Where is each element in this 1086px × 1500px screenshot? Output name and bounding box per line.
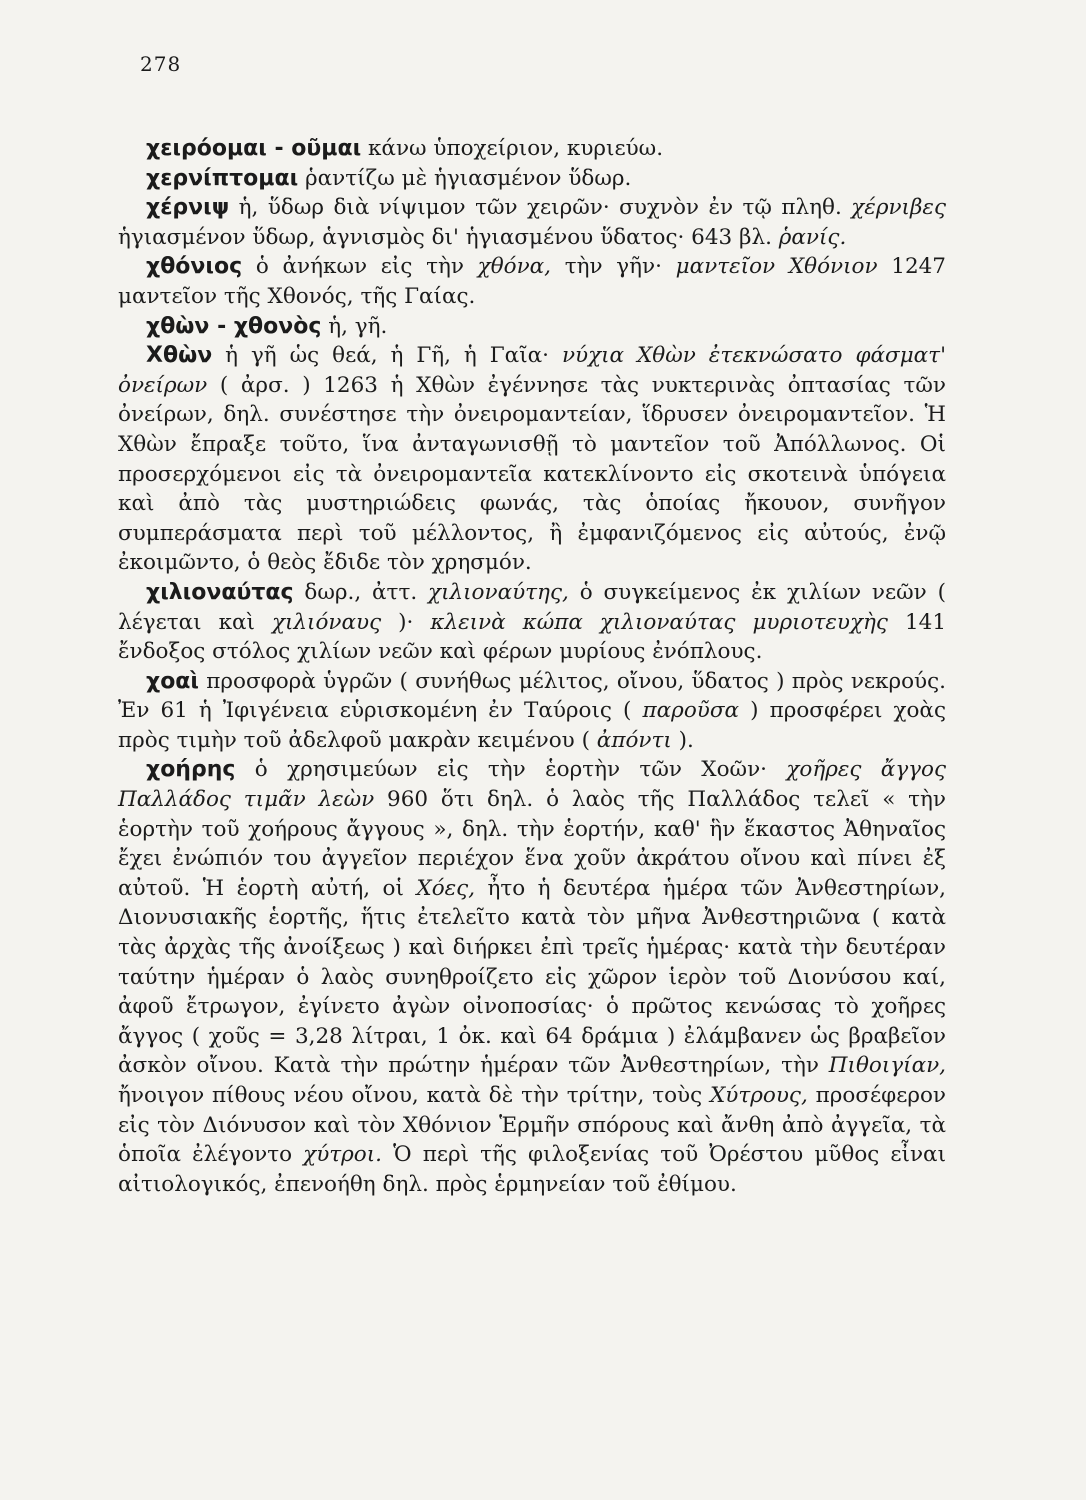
entry-headword: χερνίπτομαι bbox=[146, 165, 299, 191]
dictionary-entry bbox=[118, 578, 946, 667]
entry-text-italic: μαντεῖον Χθόνιον bbox=[675, 254, 878, 280]
dictionary-entry bbox=[118, 134, 946, 164]
entry-list bbox=[118, 134, 946, 1199]
dictionary-entry bbox=[118, 193, 946, 252]
entry-text: ὁ συγκείμενος ἐκ χιλίων νεῶν ( λέγεται καὶ bbox=[118, 579, 946, 635]
entry-text: ὁ ἀνήκων εἰς τὴν bbox=[242, 254, 478, 280]
entry-text-italic: χύτροι. bbox=[303, 1142, 383, 1168]
entry-text: 960 ὅτι δηλ. ὁ λαὸς τῆς Παλλάδος τελεῖ « τὴν ἑορτὴν τοῦ χοήρους ἄγγους », δηλ. τὴν ἑορτήν, καθ' ἣν ἕκαστος Ἀθηναῖος ἔχει ἐνώπιόν του ἀγγεῖον περιέχον ἕνα χοῦν ἀκράτου οἴνου καὶ πίνει ἐξ αὐτοῦ. Ἡ ἑορτὴ αὐτή, οἱ bbox=[118, 787, 946, 901]
entry-text: προσφορὰ ὑγρῶν ( συνήθως μέλιτος, οἴνου, ὕδατος ) πρὸς νεκρούς. Ἐν 61 ἡ Ἰφιγένεια εὑρισκομένη ἐν Ταύροις ( bbox=[118, 668, 946, 724]
dictionary-entry bbox=[118, 252, 946, 311]
entry-text: ἦτο ἡ δευτέρα ἡμέρα τῶν Ἀνθεστηρίων, Διονυσιακῆς ἑορτῆς, ἥτις ἐτελεῖτο κατὰ τὸν μῆνα Ἀνθεστηριῶνα ( κατὰ τὰς ἀρχὰς τῆς ἀνοίξεως ) καὶ διήρκει ἐπὶ τρεῖς ἡμέρας· κατὰ τὴν δευτέραν ταύτην ἡμέραν ὁ λαὸς συνηθροίζετο εἰς χῶρον ἱερὸν τοῦ Διονύσου καί, ἀφοῦ ἔτρωγον, ἐγίνετο ἀγὼν οἰνοποσίας· ὁ πρῶτος κενώσας τὸ χοῆρες ἄγγος ( χοῦς = 3,28 λίτραι, 1 ὀκ. καὶ 64 δράμια ) ἐλάμβανεν ὡς βραβεῖον ἀσκὸν οἴνου. Κατὰ τὴν πρώτην ἡμέραν τῶν Ἀνθεστηρίων, τὴν bbox=[118, 875, 946, 1079]
entry-headword: Χθὼν bbox=[146, 343, 213, 369]
page-number: 278 bbox=[140, 52, 182, 76]
entry-text-italic: χοῆρες ἄγγος Παλλάδος τιμᾶν λεὼν bbox=[118, 757, 947, 813]
dictionary-entry bbox=[118, 667, 946, 756]
entry-text: 141 ἔνδοξος στόλος χιλίων νεῶν καὶ φέρων μυρίους ἐνόπλους. bbox=[118, 609, 946, 665]
entry-text: )· bbox=[381, 609, 431, 635]
entry-text: 1247 μαντεῖον τῆς Χθονός, τῆς Γαίας. bbox=[118, 254, 946, 309]
entry-text: ἤνοιγον πίθους νέου οἴνου, κατὰ δὲ τὴν τρίτην, τοὺς bbox=[118, 1083, 710, 1108]
entry-text-italic: Χύτρους, bbox=[709, 1083, 808, 1108]
entry-text: ἡ, ὕδωρ διὰ νίψιμον τῶν χειρῶν· συχνὸν ἐν τῷ πληθ. bbox=[229, 195, 852, 221]
entry-text: προσέφερον εἰς τὸν Διόνυσον καὶ τὸν Χθόνιον Ἑρμῆν σπόρους καὶ ἄνθη ἀπὸ ἀγγεῖα, τὰ ὁποῖα ἐλέγοντο bbox=[118, 1083, 946, 1168]
entry-text-italic: νύχια Χθὼν ἐτεκνώσατο φάσματ' ὀνείρων bbox=[118, 343, 946, 398]
entry-headword: χοαὶ bbox=[146, 668, 199, 694]
entry-text-italic: χθόνα, bbox=[477, 254, 552, 280]
dictionary-entry bbox=[118, 341, 946, 578]
entry-text: ). bbox=[671, 727, 694, 753]
entry-headword: χθὼν - χθονὸς bbox=[146, 313, 322, 339]
entry-text: ἡ, γῆ. bbox=[321, 313, 388, 339]
entry-text-italic: χιλιοναύτης, bbox=[428, 579, 569, 605]
entry-text: ὁ χρησιμεύων εἰς τὴν ἑορτὴν τῶν Χοῶν· bbox=[235, 757, 787, 783]
dictionary-entry bbox=[118, 312, 946, 342]
entry-text: ῥαντίζω μὲ ἡγιασμένον ὕδωρ. bbox=[298, 165, 632, 191]
entry-text-italic: χέρνιβες bbox=[851, 195, 946, 221]
entry-text-italic: χιλιόναυς bbox=[271, 609, 382, 635]
entry-text-italic: ῥανίς. bbox=[778, 224, 847, 250]
entry-headword: χοήρης bbox=[146, 757, 236, 783]
entry-text: ἡ γῆ ὡς θεά, ἡ Γῆ, ἡ Γαῖα· bbox=[212, 343, 562, 369]
entry-text: ( ἀρσ. ) 1263 ἡ Χθὼν ἐγέννησε τὰς νυκτερινὰς ὀπτασίας τῶν ὀνείρων, δηλ. συνέστησε τὴν ὀνειρομαντείαν, ἵδρυσεν ὀνειρομαντεῖον. Ἡ Χθὼν ἔπραξε τοῦτο, ἵνα ἀνταγωνισθῇ τὸ μαντεῖον τοῦ Ἀπόλλωνος. Οἱ προσερχόμενοι εἰς τὰ ὀνειρομαντεῖα κατεκλίνοντο εἰς σκοτεινὰ ὑπόγεια καὶ ἀπὸ τὰς μυστηριώδεις φωνάς, τὰς ὁποίας ἤκουον, συνῆγον συμπεράσματα περὶ τοῦ μέλλοντος, ἢ ἐμφανιζόμενος εἰς αὐτούς, ἐνῷ ἐκοιμῶντο, ὁ θεὸς ἔδιδε τὸν χρησμόν. bbox=[118, 372, 946, 576]
entry-text: δωρ., ἀττ. bbox=[293, 579, 429, 605]
entry-headword: χειρόομαι - οῦμαι bbox=[146, 136, 362, 161]
entry-text-italic: ἀπόντι bbox=[596, 727, 672, 753]
entry-text: τὴν γῆν· bbox=[551, 254, 676, 280]
entry-text-italic: Χόες, bbox=[416, 875, 476, 901]
entry-text-italic: παροῦσα bbox=[642, 698, 740, 724]
dictionary-entry bbox=[118, 755, 946, 1199]
dictionary-entry bbox=[118, 164, 946, 194]
entry-text: ) προσφέρει χοὰς πρὸς τιμὴν τοῦ ἀδελφοῦ μακρὰν κειμένου ( bbox=[118, 698, 946, 753]
entry-text: κάνω ὑποχείριον, κυριεύω. bbox=[361, 136, 664, 161]
entry-text: ἡγιασμένον ὕδωρ, ἁγνισμὸς δι' ἡγιασμένου ὕδατος· 643 βλ. bbox=[118, 224, 779, 250]
entry-text: Ὁ περὶ τῆς φιλοξενίας τοῦ Ὀρέστου μῦθος εἶναι αἰτιολογικός, ἐπενοήθη δηλ. πρὸς ἑρμηνείαν τοῦ ἐθίμου. bbox=[118, 1142, 946, 1197]
entry-text-italic: Πιθοιγίαν, bbox=[828, 1053, 946, 1079]
entry-headword: χιλιοναύτας bbox=[146, 579, 294, 605]
entry-headword: χέρνιψ bbox=[146, 195, 230, 221]
entry-text-italic: κλεινὰ κώπα χιλιοναύτας μυριοτευχὴς bbox=[430, 609, 888, 635]
entry-headword: χθόνιος bbox=[146, 254, 243, 280]
